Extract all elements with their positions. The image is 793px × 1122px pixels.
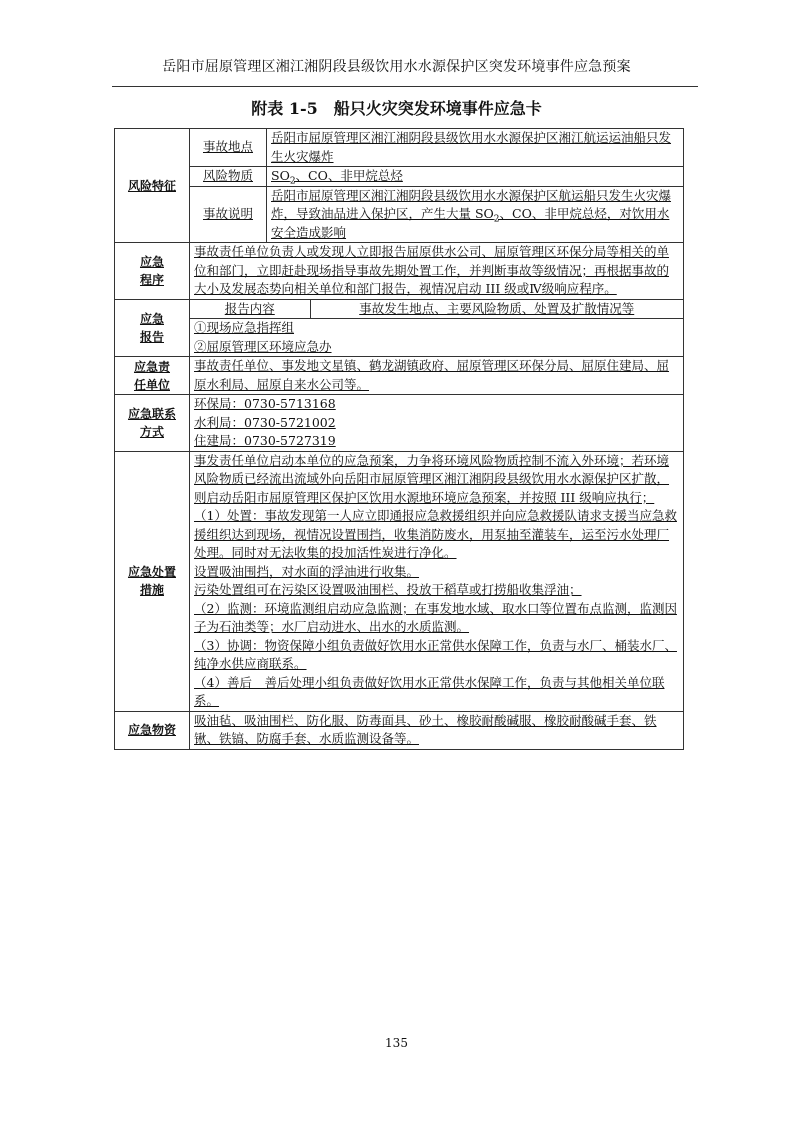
measure-paragraph: （4）善后 善后处理小组负责做好饮用水正常供水保障工作，负责与其他相关单位联系。 [194, 674, 665, 708]
materials-label: 应急物资 [115, 711, 190, 749]
responsible-text: 事故责任单位、事发地文星镇、鹤龙湖镇政府、屈原管理区环保分局、屈原住建局、屈原水利局、屈原自来水公司等。 [190, 357, 684, 395]
emergency-card-table [114, 128, 684, 750]
location-label: 事故地点 [190, 129, 267, 167]
report-inner-table [190, 300, 683, 320]
contact-line: 环保局：0730-5713168 [194, 396, 336, 411]
risk-label: 风险特征 [115, 129, 190, 243]
contact-line: 水利局：0730-5721002 [194, 414, 336, 430]
page-header: 岳阳市屈原管理区湘江湘阴段县级饮用水水源保护区突发环境事件应急预案 [162, 59, 631, 75]
report-groups [190, 319, 683, 356]
materials-row [115, 711, 684, 749]
contact-label: 应急联系 方式 [115, 395, 190, 452]
description-label: 事故说明 [190, 186, 267, 243]
page-number: 135 [385, 1036, 408, 1050]
materials-text: 吸油毡、吸油围栏、防化服、防毒面具、砂土、橡胶耐酸碱服、橡胶耐酸碱手套、铁锹、铁镐、防腐手套、水质监测设备等。 [190, 711, 684, 749]
measure-paragraph: （3）协调：物资保障小组负责做好饮用水正常供水保障工作，负责与水厂、桶装水厂、纯净水供应商联系。 [194, 637, 677, 671]
measure-paragraph: 污染处置组可在污染区设置吸油围栏、投放干稻草或打捞船收集浮油； [194, 582, 582, 597]
measures-label: 应急处置 措施 [115, 451, 190, 711]
procedure-row [115, 243, 684, 300]
location-value: 岳阳市屈原管理区湘江湘阴段县级饮用水水源保护区湘江航运运油船只发生火灾爆炸 [267, 129, 684, 167]
risk-substance-row [115, 167, 684, 187]
report-group-item: ②屈原管理区环境应急办 [194, 338, 332, 354]
procedure-label: 应急 程序 [115, 243, 190, 300]
report-cell [190, 299, 684, 357]
report-row [115, 299, 684, 357]
header-rule [112, 86, 698, 87]
measure-paragraph: （1）处置：事故发现第一人应立即通报应急救援组织并向应急救援队请求支援当应急救援组织达到现场，视情况设置围挡，收集消防废水，用泵抽至灌装车，运至污水处理厂处理。同时对无法收集的投加活性炭进行净化。 [194, 508, 677, 560]
measure-paragraph: （2）监测：环境监测组启动应急监测；在事发地水域、取水口等位置布点监测，监测因子为石油类等；水厂启动进水、出水的水质监测。 [194, 600, 677, 634]
description-value: 岳阳市屈原管理区湘江湘阴段县级饮用水水源保护区航运船只发生火灾爆炸，导致油品进入保护区，产生大量 $SO_2$、CO、非甲烷总烃，对饮用水安全造成影响 [267, 186, 684, 243]
report-content-label: 报告内容 [190, 300, 310, 319]
risk-description-row [115, 186, 684, 243]
report-group-item: ①现场应急指挥组 [194, 320, 295, 335]
procedure-text: 事故责任单位负责人或发现人立即报告屈原供水公司、屈原管理区环保分局等相关的单位和部门，立即赶赴现场指导事故先期处置工作，并判断事故等级情况；再根据事故的大小及发展态势向相关单位和部门报告，视情况启动 III 级或Ⅳ级响应程序。 [190, 243, 684, 300]
responsible-label: 应急责 任单位 [115, 357, 190, 395]
contact-row [115, 395, 684, 452]
substance-label: 风险物质 [190, 167, 267, 187]
measures-text [190, 451, 684, 711]
substance-value: $SO_2$、CO、非甲烷总烃 [267, 167, 684, 187]
responsible-row [115, 357, 684, 395]
contact-line: 住建局：0730-5727319 [194, 433, 336, 448]
report-label: 应急 报告 [115, 299, 190, 357]
contact-lines [190, 395, 684, 452]
measures-row [115, 451, 684, 711]
measure-paragraph: 事发责任单位启动本单位的应急预案，力争将环境风险物质控制不流入外环境；若环境风险物质已经流出流域外向岳阳市屈原管理区湘江湘阴段县级饮用水水源保护区扩散，则启动岳阳市屈原管理区保护区饮用水源地环境应急预案，并按照 III 级响应执行； [194, 452, 670, 505]
report-content-value: 事故发生地点、主要风险物质、处置及扩散情况等 [310, 300, 683, 319]
risk-location-row [115, 129, 684, 167]
measure-paragraph: 设置吸油围挡，对水面的浮油进行收集。 [194, 563, 420, 579]
document-title: 附表 1-5 船只火灾突发环境事件应急卡 [251, 99, 542, 118]
